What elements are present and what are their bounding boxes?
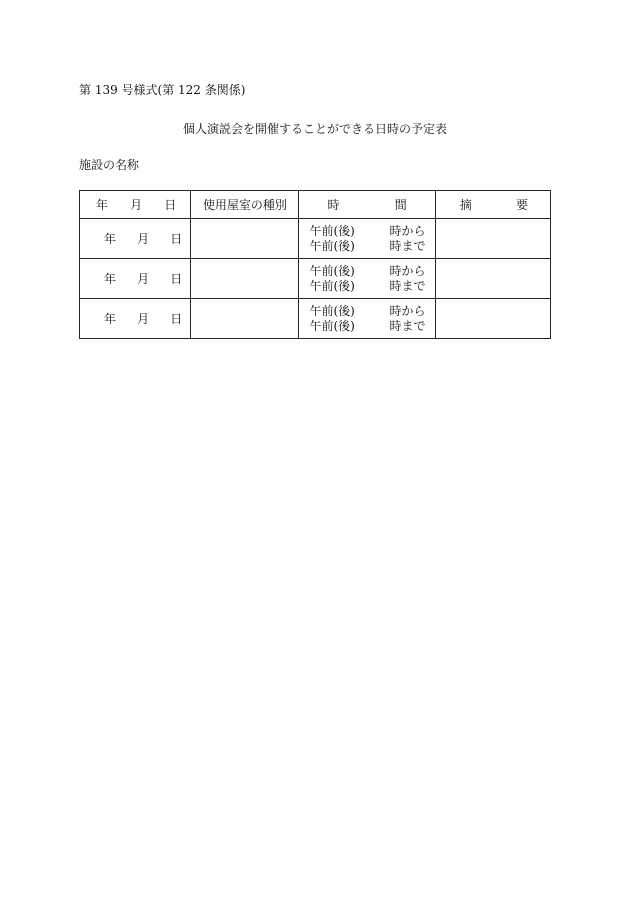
year-label: 年 xyxy=(104,272,117,286)
date-cell[interactable] xyxy=(80,259,191,299)
end-ampm-label: 午前(後) xyxy=(309,318,355,333)
time-cell[interactable] xyxy=(299,219,435,259)
start-suffix-label: 時から xyxy=(389,263,426,278)
room-type-cell[interactable] xyxy=(191,219,299,259)
year-label: 年 xyxy=(104,232,117,246)
room-type-cell[interactable] xyxy=(191,259,299,299)
month-label: 月 xyxy=(137,272,150,286)
header-month: 月 xyxy=(130,198,143,212)
form-number: 第 139 号様式(第 122 条関係) xyxy=(79,83,246,97)
day-label: 日 xyxy=(170,312,183,326)
document-title: 個人演説会を開催することができる日時の予定表 xyxy=(182,122,447,136)
table-row xyxy=(80,219,551,259)
table-row xyxy=(80,299,551,339)
facility-name-label: 施設の名称 xyxy=(79,158,140,172)
end-suffix-label: 時まで xyxy=(389,238,426,253)
table-row xyxy=(80,259,551,299)
start-ampm-label: 午前(後) xyxy=(309,223,355,238)
year-label: 年 xyxy=(104,312,117,326)
start-suffix-label: 時から xyxy=(389,223,426,238)
day-label: 日 xyxy=(170,272,183,286)
header-year: 年 xyxy=(96,198,109,212)
end-ampm-label: 午前(後) xyxy=(309,238,355,253)
end-suffix-label: 時まで xyxy=(389,318,426,333)
time-cell[interactable] xyxy=(299,259,435,299)
header-time-left: 時 xyxy=(327,198,340,212)
header-day: 日 xyxy=(164,198,177,212)
header-row xyxy=(80,191,551,219)
end-ampm-label: 午前(後) xyxy=(309,278,355,293)
header-time-right: 間 xyxy=(394,198,407,212)
start-ampm-label: 午前(後) xyxy=(309,263,355,278)
header-date xyxy=(80,191,191,219)
header-notes xyxy=(435,191,550,219)
header-time xyxy=(299,191,435,219)
day-label: 日 xyxy=(170,232,183,246)
date-cell[interactable] xyxy=(80,299,191,339)
room-type-cell[interactable] xyxy=(191,299,299,339)
schedule-table xyxy=(79,190,551,339)
notes-cell[interactable] xyxy=(435,219,550,259)
start-suffix-label: 時から xyxy=(389,303,426,318)
header-notes-left: 摘 xyxy=(459,198,472,212)
time-cell[interactable] xyxy=(299,299,435,339)
notes-cell[interactable] xyxy=(435,299,550,339)
month-label: 月 xyxy=(137,232,150,246)
date-cell[interactable] xyxy=(80,219,191,259)
start-ampm-label: 午前(後) xyxy=(309,303,355,318)
header-notes-right: 要 xyxy=(515,198,528,212)
end-suffix-label: 時まで xyxy=(389,278,426,293)
header-room-type: 使用屋室の種別 xyxy=(191,191,299,219)
month-label: 月 xyxy=(137,312,150,326)
notes-cell[interactable] xyxy=(435,259,550,299)
